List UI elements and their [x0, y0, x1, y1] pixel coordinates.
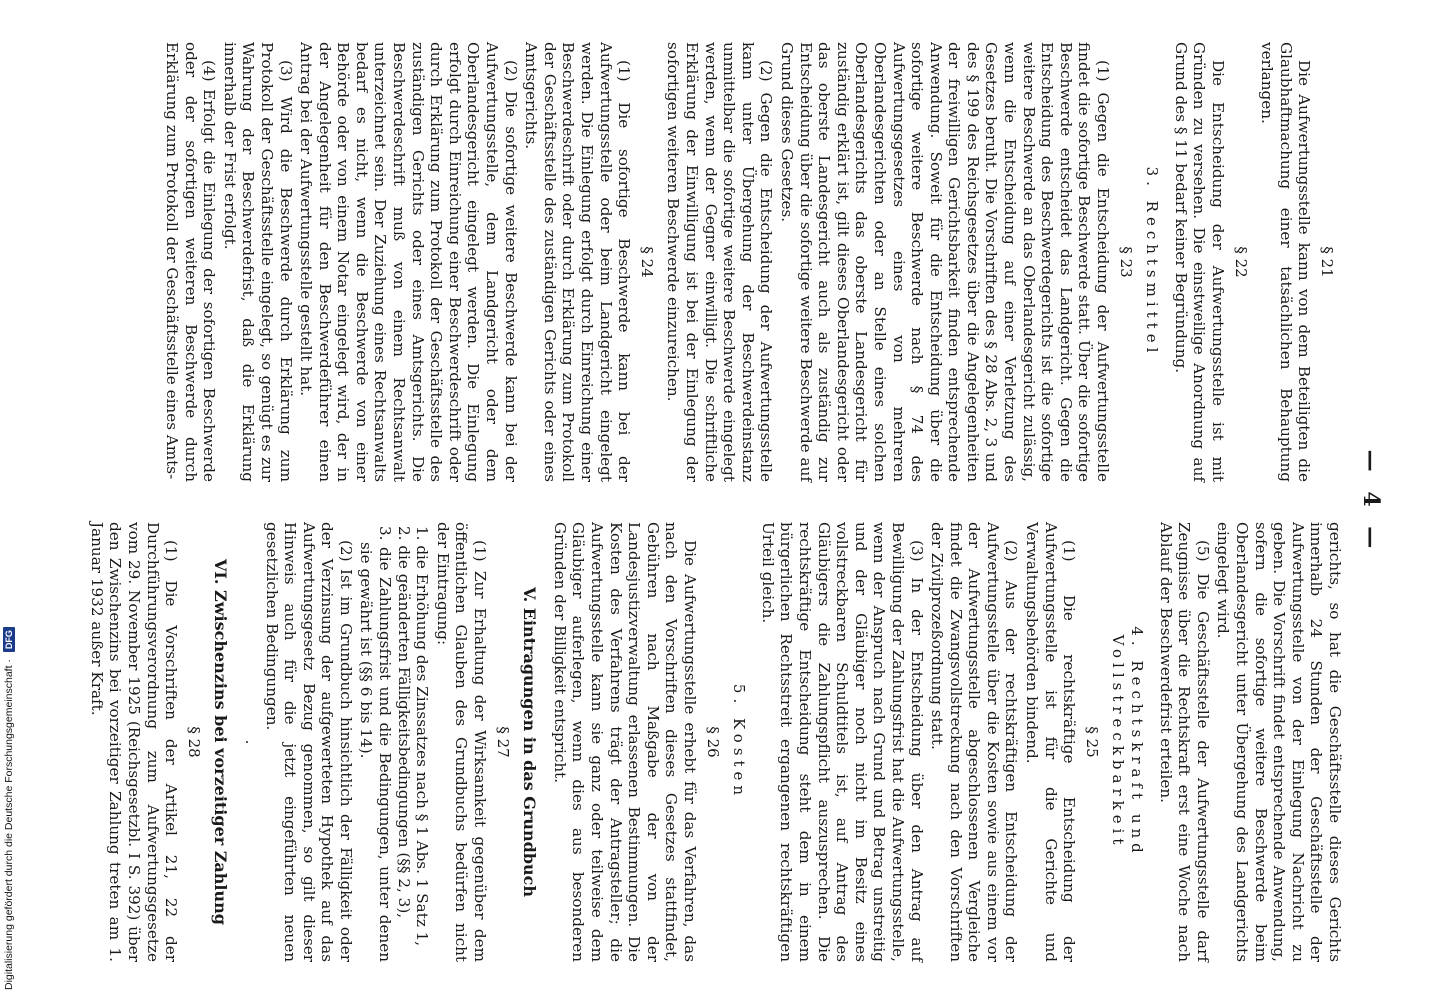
- enumeration-list: [357, 522, 431, 962]
- left-column: [160, 42, 1344, 482]
- subsection-heading: 4. Rechtskraft und Vollstreckbarkeit: [1109, 626, 1147, 858]
- section-number: § 21: [1318, 246, 1336, 278]
- paragraph: (1) Die sofortige Beschwerde kann bei der Aufwertungsstelle oder beim Landgericht eingelegt werden. Die Einlegung erfolgt durch Einreichung einer Beschwerdeschrift oder durch Erklärung zum Protokoll der Geschäftsstelle des zuständigen Gerichts oder eines Amtsgerichts.: [522, 42, 634, 482]
- paragraph: (3) Wird die Beschwerde durch Erklärung zum Protokoll der Geschäftsstelle eingelegt, so genügt es zur Wahrung der Beschwerdefrist, daß die Erklärung innerhalb der Frist erfolgt.: [220, 42, 295, 482]
- right-column: [85, 522, 1344, 962]
- paragraph: (1) Zur Erhaltung der Wirksamkeit gegenüber dem öffentlichen Glauben des Grundbuchs bedürfen nicht der Eintragung:: [433, 522, 490, 962]
- list-item: 3. die Zahlungsfrist und die Bedingungen, unter denen sie gewährt ist (§§ 6 bis 14).: [357, 526, 395, 962]
- credit-label: Digitalisierung gefördert durch die Deutsche Forschungsgemeinschaft ·: [3, 659, 15, 990]
- paragraph: Die Aufwertungsstelle kann von dem Beteiligten die Glaubhaftmachung einer tatsächlichen Behauptung verlangen.: [1258, 42, 1314, 482]
- section-number: § 23: [1116, 246, 1135, 278]
- paragraph: (5) Die Geschäftsstelle der Aufwertungsstelle darf Zeugnisse über die Rechtskraft erst eine Woche nach Ablauf der Beschwerdefrist erteilen.: [1156, 522, 1212, 962]
- section-number: § 27: [493, 726, 512, 758]
- page-number: — 4 —: [1358, 449, 1384, 555]
- list-item: 2. die geänderten Fälligkeitsbedingungen (§§ 2, 3),: [394, 526, 413, 919]
- paragraph: Die Aufwertungsstelle erhebt für das Verfahren, das nach den Vorschriften dieses Gesetzes stattfindet, Gebühren nach Maßgabe der von der Landesjustizverwaltung erlassenen Bestimmungen. Die Kosten des Verfahrens trägt der Antragsteller; die Aufwertungsstelle kann sie ganz oder teilweise dem Gläubiger auferlegen, wenn dies aus besonderen Gründen der Billigkeit entspricht.: [550, 522, 699, 962]
- paragraph: gerichts, so hat die Geschäftsstelle dieses Gerichts innerhalb 24 Stunden der Geschäftsstelle der Aufwertungsstelle von der Einlegung Nachricht zu geben. Die Vorschrift findet entsprechende Anwendung, sofern die sofortige weitere Beschwerde beim Oberlandesgericht unter Übergehung des Landgerichts eingelegt wird.: [1214, 522, 1344, 962]
- section-number: § 24: [637, 246, 656, 278]
- separator-dot: .: [241, 739, 260, 745]
- section-number: § 22: [1231, 246, 1250, 278]
- subsection-heading: 3. Rechtsmittel: [1143, 166, 1162, 358]
- paragraph: (3) In der Entscheidung über den Antrag auf Bewilligung der Zahlungsfrist hat die Aufwertungsstelle, wenn der Anspruch nach Grund und Betrag unstreitig und der Gläubiger noch nicht im Besitz eines vollstreckbaren Schuldtitels ist, auf Antrag des Gläubigers die Zahlungspflicht auszusprechen. Die rechtskräftige Entscheidung steht dem in einem bürgerlichen Rechtsstreit ergangenen rechtskräftigen Urteil gleich.: [758, 522, 926, 962]
- paragraph: Die Entscheidung der Aufwertungsstelle ist mit Gründen zu versehen. Die einstweilige Anordnung auf Grund des § 11 bedarf keiner Begründung.: [1171, 42, 1228, 482]
- section-number: § 26: [703, 726, 722, 758]
- subsection-heading: 5. Kosten: [730, 683, 749, 801]
- document-page: [4, 32, 1384, 972]
- paragraph: (1) Die Vorschriften der Artikel 21, 22 der Durchführungsverordnung zum Aufwertungsgesetze vom 29. November 1925 (Reichsgesetzbl. I S. 392) über den Zwischenzins bei vorzeitiger Zahlung treten am 1. Januar 1932 außer Kraft.: [87, 522, 181, 962]
- section-number: § 25: [1082, 726, 1101, 758]
- dfg-logo: DFG: [3, 627, 15, 652]
- chapter-heading: VI. Zwischenzins bei vorzeitiger Zahlung: [211, 559, 231, 925]
- paragraph: (2) Aus der rechtskräftigen Entscheidung der Aufwertungsstelle über die Kosten sowie aus einem vor der Aufwertungsstelle abgeschlossenen Vergleiche findet die Zwangsvollstreckung nach den Vorschriften der Zivilprozeßordnung statt.: [928, 522, 1021, 962]
- paragraph: (2) Gegen die Entscheidung der Aufwertungsstelle kann unter Übergehung der Beschwerdeinstanz unmittelbar die sofortige weitere Beschwerde eingelegt werden, wenn der Gegner einwilligt. Die schriftliche Erklärung der Einwilligung ist bei der Einlegung der sofortigen weiteren Beschwerde einzureichen.: [664, 42, 776, 482]
- paragraph: (4) Erfolgt die Einlegung der sofortigen Beschwerde oder der sofortigen weiteren Beschwerde durch Erklärung zum Protokoll der Geschäftsstelle eines Amts-: [162, 42, 219, 482]
- paragraph: (1) Die rechtskräftige Entscheidung der Aufwertungsstelle ist für die Gerichte und Verwaltungsbehörden bindend.: [1023, 522, 1079, 962]
- list-item: 1. die Erhöhung des Zinssatzes nach § 1 Abs. 1 Satz 1,: [413, 526, 432, 947]
- paragraph: (1) Gegen die Entscheidung der Aufwertungsstelle findet die sofortige Beschwerde statt. Über die sofortige Beschwerde entscheidet das Landgericht. Gegen die Entscheidung des Beschwerdegerichts ist die sofortige weitere Beschwerde an das Oberlandesgericht zulässig, wenn die Entscheidung auf einer Verletzung des Gesetzes beruht. Die Vorschriften des § 28 Abs. 2, 3 und des § 199 des Reichsgesetzes über die Angelegenheiten der freiwilligen Gerichtsbarkeit finden entsprechende Anwendung. Soweit für die Entscheidung über die sofortige weitere Beschwerde nach § 74 des Aufwertungsgesetzes eines von mehreren Oberlandesgerichten oder an Stelle eines solchen Oberlandesgerichts das oberste Landesgericht für zuständig erklärt ist, gilt dieses Oberlandesgericht oder das oberste Landesgericht auch als zuständig zur Entscheidung über die sofortige weitere Beschwerde auf Grund dieses Gesetzes.: [777, 42, 1113, 482]
- chapter-heading: V. Eintragungen in das Grundbuch: [520, 586, 540, 898]
- section-number: § 28: [184, 726, 203, 758]
- paragraph: (2) Ist im Grundbuch hinsichtlich der Fälligkeit oder der Verzinsung der aufgewerteten Hypothek auf das Aufwertungsgesetz Bezug genommen, so gilt dieser Hinweis auch für die jetzt eingeführten neuen gesetzlichen Bedingungen.: [262, 522, 355, 962]
- paragraph: (2) Die sofortige weitere Beschwerde kann bei der Aufwertungsstelle, dem Landgericht oder dem Oberlandesgericht eingelegt werden. Die Einlegung erfolgt durch Einreichung einer Beschwerdeschrift oder durch Erklärung zum Protokoll der Geschäftsstelle des zuständigen Gerichts oder eines Amtsgerichts. Die Beschwerdeschrift muß von einem Rechtsanwalt unterzeichnet sein. Der Zuziehung eines Rechtsanwalts bedarf es nicht, wenn die Beschwerde von einer Behörde oder von einem Notar eingelegt wird, der in der Angelegenheit für den Beschwerdeführer einen Antrag bei der Aufwertungsstelle gestellt hat.: [297, 42, 520, 482]
